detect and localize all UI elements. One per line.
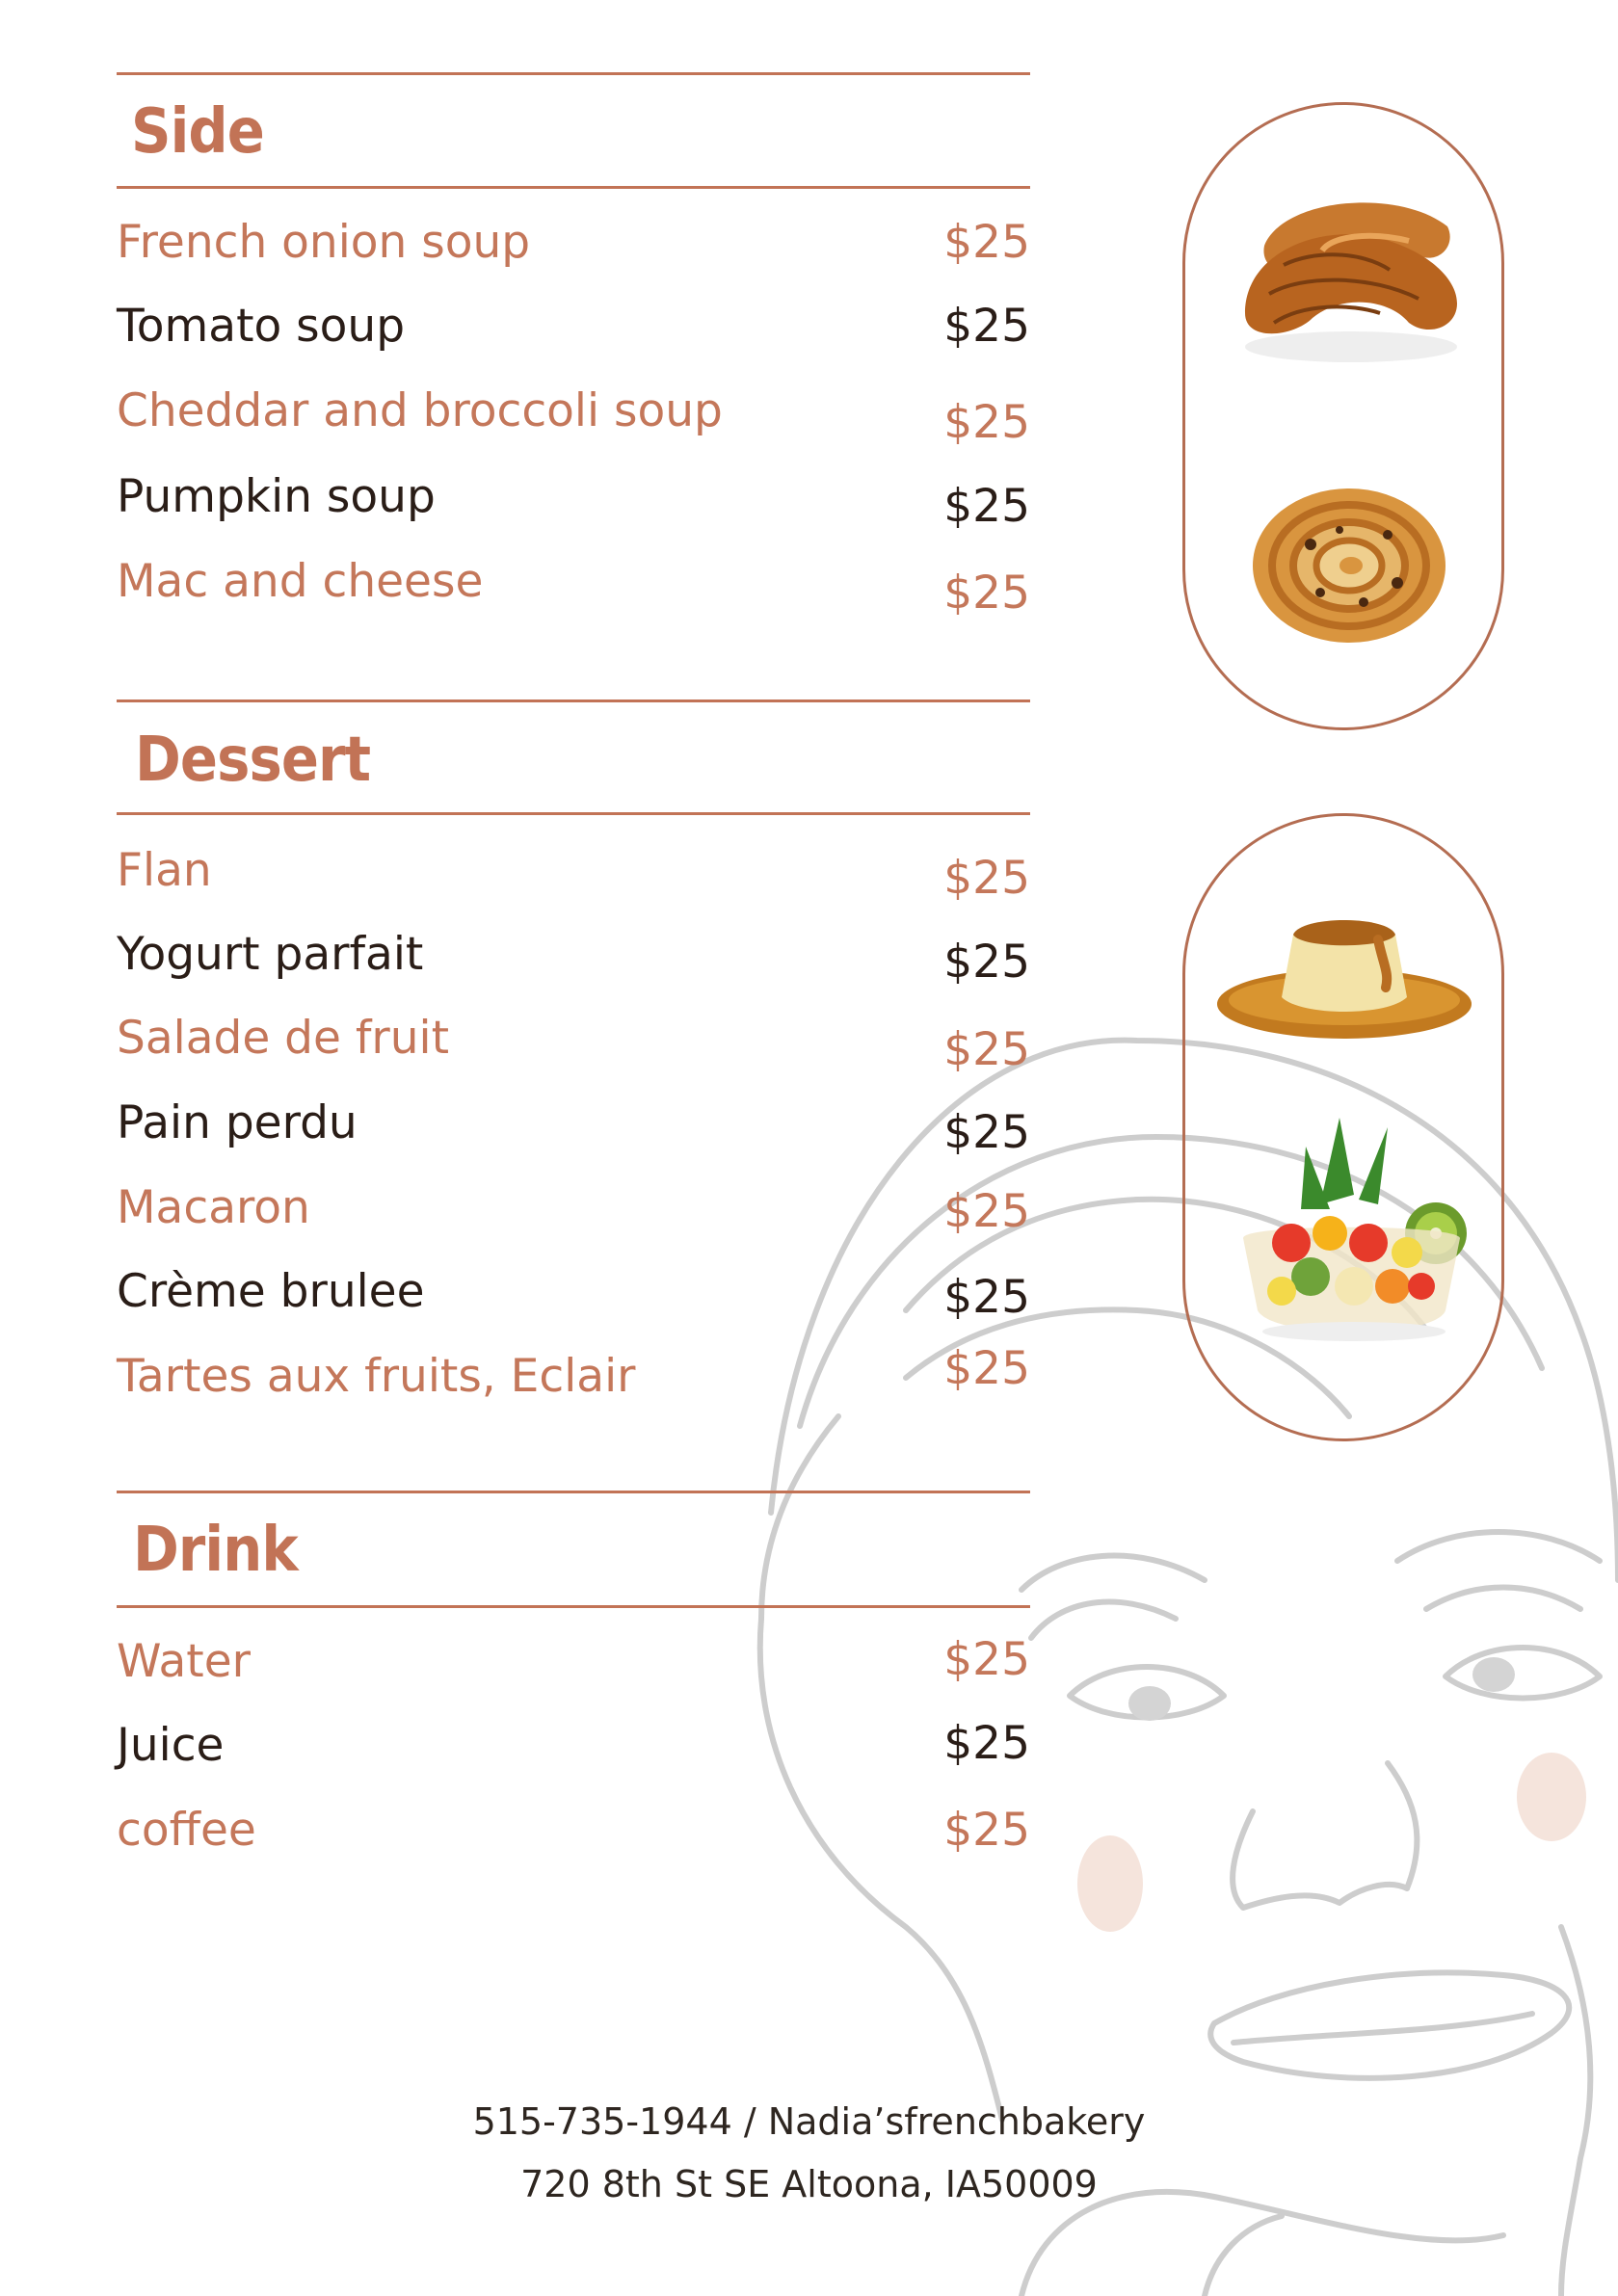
menu-item-name: coffee <box>117 1804 256 1857</box>
menu-item-name: Pumpkin soup <box>117 470 436 523</box>
menu-item <box>117 209 1030 277</box>
section-heading-side: Side <box>131 96 264 168</box>
footer-contact: 515-735-1944 / Nadia’sfrenchbakery <box>472 2100 1146 2143</box>
section-bottom-rule <box>117 1605 1030 1608</box>
menu-item <box>117 921 1030 989</box>
section-top-rule <box>117 1491 1030 1493</box>
menu-item <box>117 1628 1030 1696</box>
menu-item-name: Crème brulee <box>117 1265 425 1318</box>
menu-item <box>117 1712 1030 1780</box>
section-bottom-rule <box>117 186 1030 189</box>
menu-item-price: $25 <box>943 1804 1030 1857</box>
menu-item-price: $25 <box>943 1023 1030 1076</box>
menu-item <box>117 1797 1030 1864</box>
menu-item-name: Cheddar and broccoli soup <box>117 384 723 437</box>
menu-item-name: Flan <box>117 844 212 897</box>
menu-item-name: Water <box>117 1635 251 1688</box>
pain-aux-raisins-image <box>1243 477 1455 650</box>
menu-item <box>117 378 1030 449</box>
section-heading-drink: Drink <box>133 1515 298 1586</box>
section-top-rule <box>117 72 1030 75</box>
menu-item-price: $25 <box>943 480 1030 533</box>
fruit-salad-image <box>1233 1118 1474 1349</box>
menu-item-name: French onion soup <box>117 216 531 269</box>
menu-item <box>117 1343 1030 1411</box>
menu-item <box>117 548 1030 620</box>
menu-item-price: $25 <box>943 852 1030 905</box>
menu-item <box>117 1090 1030 1157</box>
menu-item-name: Macaron <box>117 1181 310 1234</box>
menu-item-price: $25 <box>943 216 1030 269</box>
section-heading-dessert: Dessert <box>135 725 371 796</box>
section-top-rule <box>117 699 1030 702</box>
menu-item-name: Juice <box>117 1719 225 1772</box>
menu-item <box>117 293 1030 360</box>
menu-item <box>117 837 1030 905</box>
footer-address: 720 8th St SE Altoona, IA50009 <box>520 2163 1098 2205</box>
flan-image <box>1214 906 1474 1050</box>
croissant-image <box>1226 159 1476 371</box>
menu-item-price: $25 <box>943 300 1030 353</box>
menu-item <box>117 1005 1030 1076</box>
menu-item-price: $25 <box>943 1342 1030 1395</box>
menu-item-name: Yogurt parfait <box>117 928 424 981</box>
menu-item-price: $25 <box>943 1271 1030 1324</box>
menu-item <box>117 1258 1030 1326</box>
menu-item-price: $25 <box>943 567 1030 620</box>
section-bottom-rule <box>117 812 1030 815</box>
menu-item-price: $25 <box>943 396 1030 449</box>
menu-item-price: $25 <box>943 936 1030 989</box>
menu-item-price: $25 <box>943 1106 1030 1159</box>
menu-item-name: Tomato soup <box>117 300 406 353</box>
menu-item <box>117 463 1030 531</box>
menu-item-price: $25 <box>943 1185 1030 1238</box>
menu-item-name: Mac and cheese <box>117 555 484 608</box>
menu-item-price: $25 <box>943 1717 1030 1770</box>
menu-item-name: Tartes aux fruits, Eclair <box>117 1350 636 1403</box>
menu-item-price: $25 <box>943 1633 1030 1686</box>
menu-item-name: Pain perdu <box>117 1096 358 1149</box>
menu-item-name: Salade de fruit <box>117 1012 450 1065</box>
menu-item <box>117 1174 1030 1242</box>
